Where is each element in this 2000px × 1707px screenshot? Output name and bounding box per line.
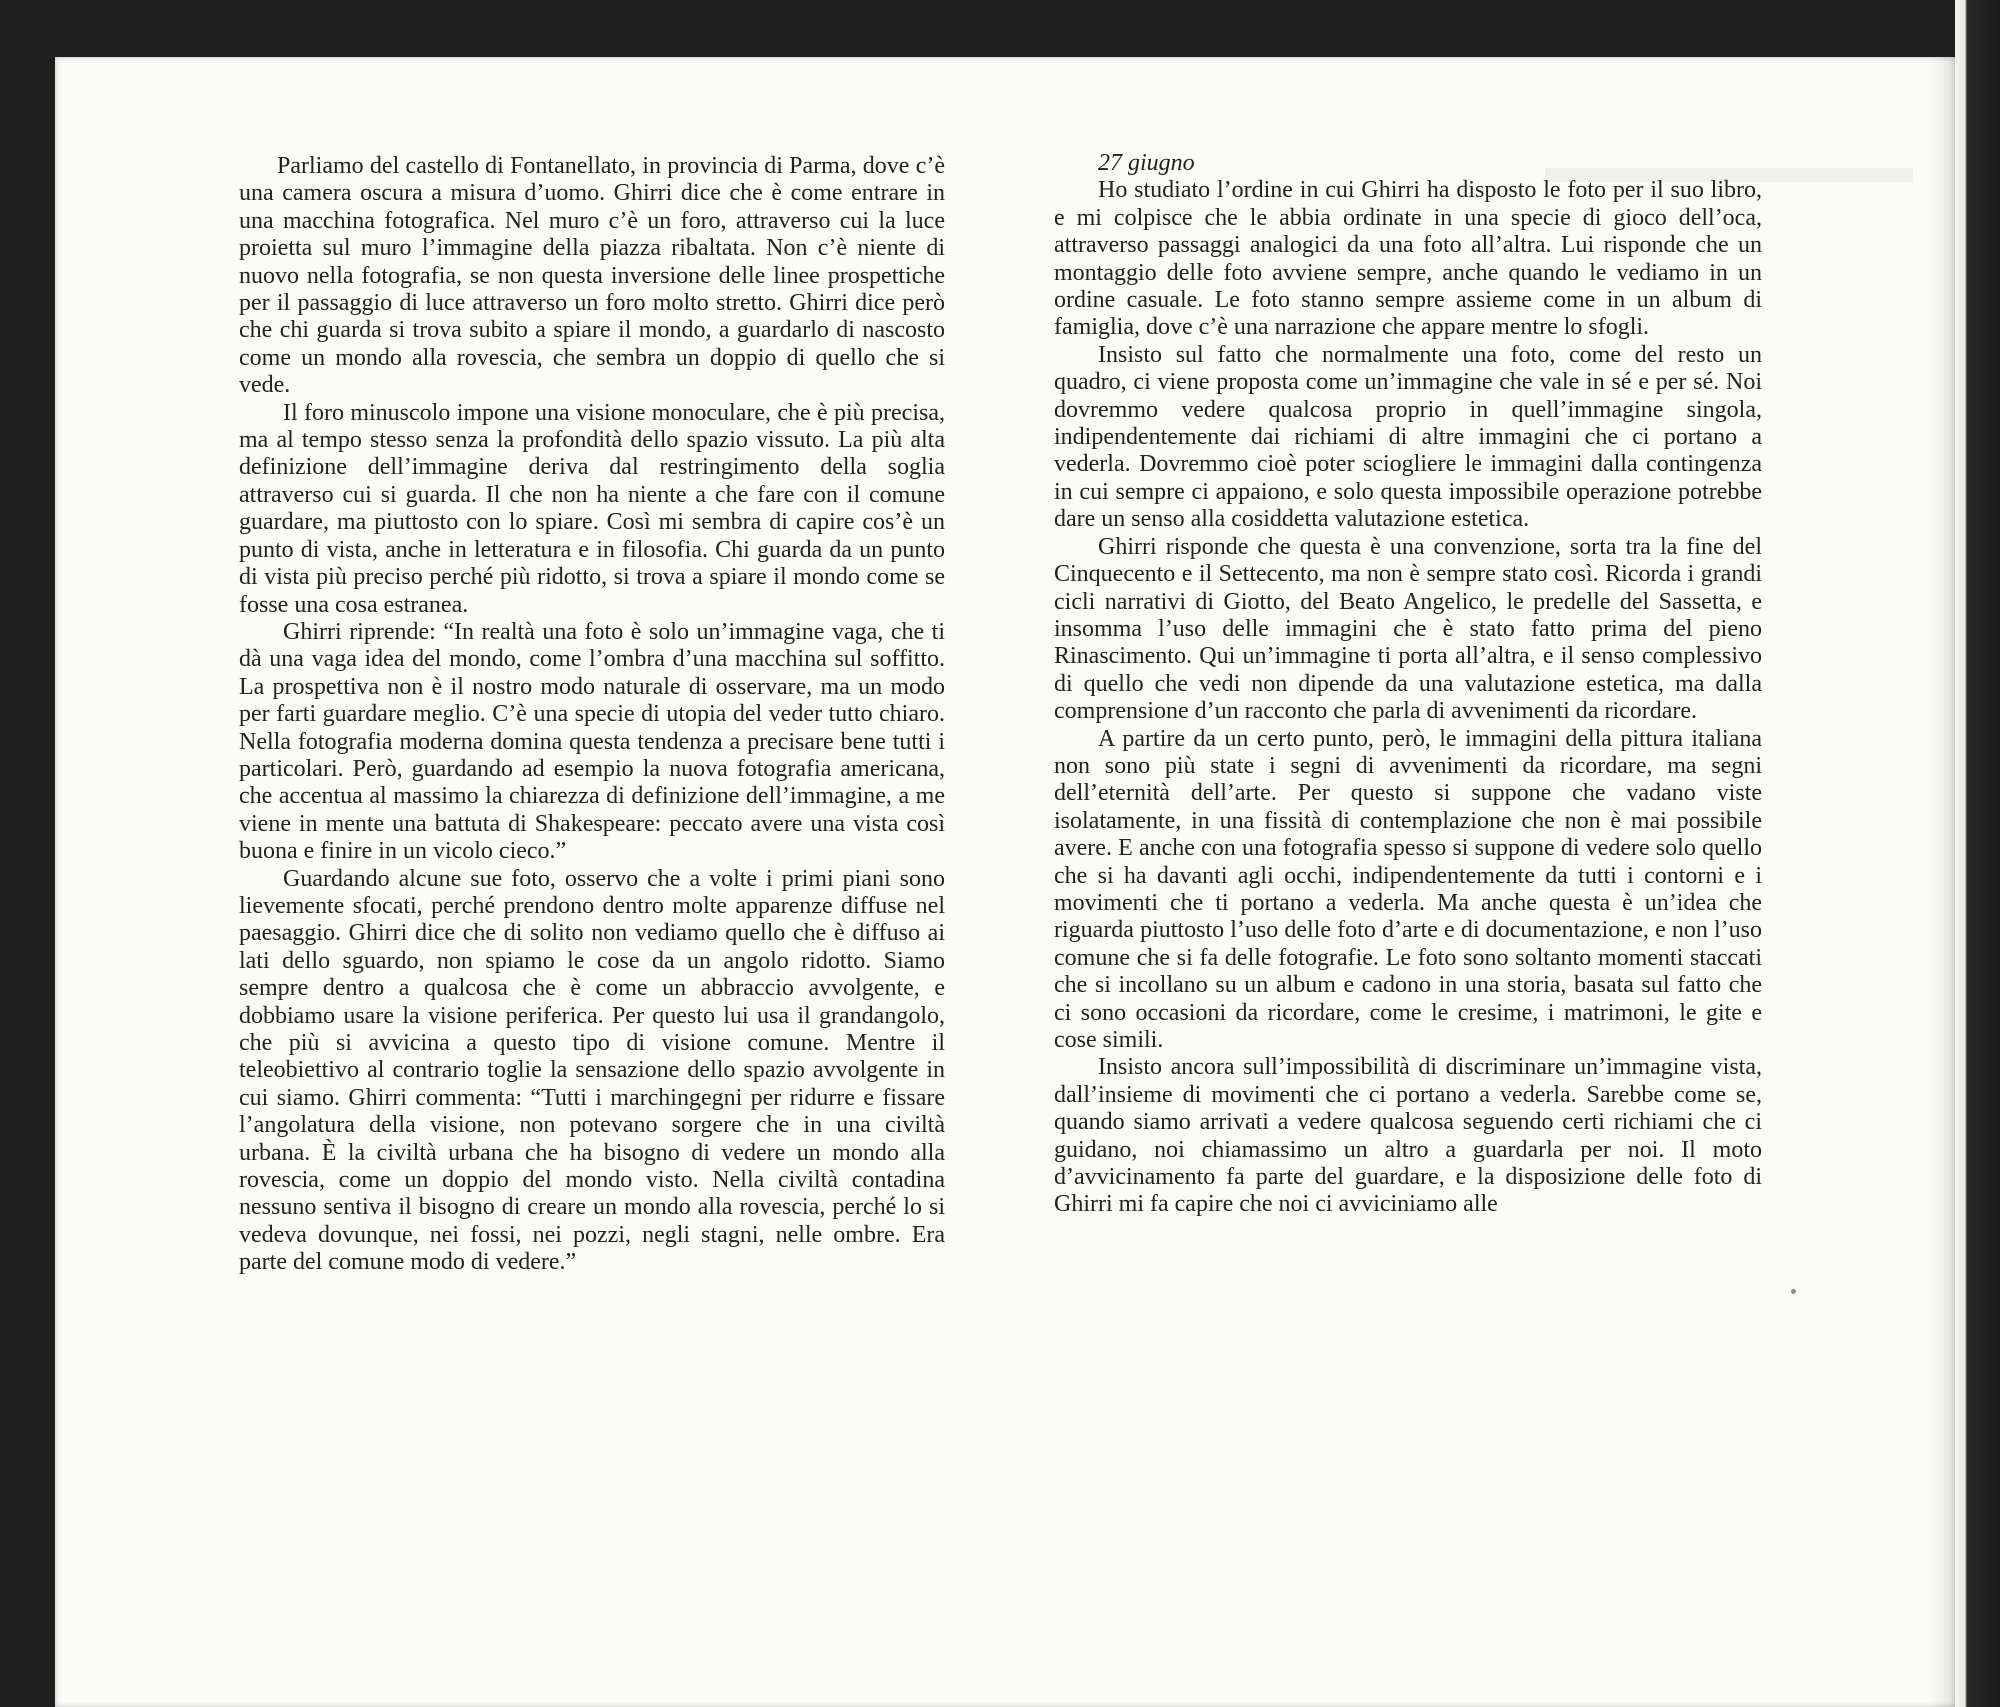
paragraph: Ho studiato l’ordine in cui Ghirri ha disposto le foto per il suo libro, e mi colpisce che le abbia ordinate in una specie di gioco dell’oca, attraverso passaggi analogici da una foto all’altra. Lui risponde che un montaggio delle foto avviene sempre, anche quando le vediamo in un ordine casuale. Le foto stanno sempre assieme come in un album di famiglia, dove c’è una narrazione che appare mentre lo sfogli. [1054,177,1762,341]
page-edge [1955,0,2000,1707]
paragraph: Ghirri riprende: “In realtà una foto è solo un’immagine vaga, che ti dà una vaga idea del mondo, come l’ombra d’una macchina sul soffitto. La prospettiva non è il nostro modo naturale di osservare, ma un modo per farti guardare meglio. C’è una specie di utopia del veder tutto chiaro. Nella fotografia moderna domina questa tendenza a precisare bene tutti i particolari. Però, guardando ad esempio la nuova fotografia americana, che accentua al massimo la chiarezza di definizione dell’immagine, a me viene in mente una battuta di Shakespeare: peccato avere una vista così buona e finire in un vicolo cieco.” [239,618,945,865]
paragraph: Ghirri risponde che questa è una convenzione, sorta tra la fine del Cinquecento e il Settecento, ma non è sempre stato così. Ricorda i grandi cicli narrativi di Giotto, del Beato Angelico, le predelle del Sassetta, e insomma l’uso delle immagini che è stato fatto prima del pieno Rinascimento. Qui un’immagine ti porta all’altra, e il senso complessivo di quello che vedi non dipende da una valutazione estetica, ma dalla comprensione d’un racconto che parla di avvenimenti da ricordare. [1054,533,1762,725]
paragraph: Insisto ancora sull’impossibilità di discriminare un’immagine vista, dall’insieme di movimenti che ci portano a vederla. Sarebbe come se, quando siamo arrivati a vedere qualcosa seguendo certi richiami che ci guidano, noi chiamassimo un altro a guardarla per noi. Il moto d’avvicinamento fa parte del guardare, e la disposizione delle foto di Ghirri mi fa capire che noi ci avviciniamo alle [1054,1054,1762,1218]
paragraph: Parliamo del castello di Fontanellato, in provincia di Parma, dove c’è una camera oscura a misura d’uomo. Ghirri dice che è come entrare in una macchina fotografica. Nel muro c’è un foro, attraverso cui la luce proietta sul muro l’immagine della piazza ribaltata. Non c’è niente di nuovo nella fotografia, se non questa inversione delle linee prospettiche per il passaggio di luce attraverso un foro molto stretto. Ghirri dice però che chi guarda si trova subito a spiare il mondo, a guardarlo di nascosto come un mondo alla rovescia, che sembra un doppio di quello che si vede. [239,153,945,399]
paragraph: Il foro minuscolo impone una visione monoculare, che è più precisa, ma al tempo stesso senza la profondità dello spazio vissuto. La più alta definizione dell’immagine deriva dal restringimento della soglia attraverso cui si guarda. Il che non ha niente a che fare con il comune guardare, ma piuttosto con lo spiare. Così mi sembra di capire cos’è un punto di vista, anche in letteratura e in filosofia. Chi guarda da un punto di vista più preciso perché più ridotto, si trova a spiare il mondo come se fosse una cosa estranea. [239,399,945,618]
gutter-shadow [1930,57,1955,1707]
date-heading: 27 giugno [1098,150,1195,176]
paper-speck [1791,1289,1796,1294]
right-text-column [1054,150,1762,1219]
paragraph: Guardando alcune sue foto, osservo che a volte i primi piani sono lievemente sfocati, perché prendono dentro molte apparenze diffuse nel paesaggio. Ghirri dice che di solito non vediamo quello che è diffuso ai lati dello sguardo, non spiamo le cose da un angolo ridotto. Siamo sempre dentro a qualcosa che è come un abbraccio avvolgente, e dobbiamo usare la visione periferica. Per questo lui usa il grandangolo, che più si avvicina a questo tipo di visione comune. Mentre il teleobiettivo al contrario toglie la sensazione dello spazio avvolgente in cui siamo. Ghirri commenta: “Tutti i marchingegni per ridurre e fissare l’angolatura della visione, non potevano sorgere che in una civiltà urbana. È la civiltà urbana che ha bisogno di vedere un mondo alla rovescia, come un doppio del mondo visto. Nella civiltà contadina nessuno sentiva il bisogno di creare un mondo alla rovescia, perché lo si vedeva dovunque, nei fossi, nei pozzi, negli stagni, nelle ombre. Era parte del comune modo di vedere.” [239,865,945,1276]
paragraph: Insisto sul fatto che normalmente una foto, come del resto un quadro, ci viene proposta come un’immagine che vale in sé e per sé. Noi dovremmo vedere qualcosa proprio in quell’immagine singola, indipendentemente dai richiami di altre immagini che ci portano a vederla. Dovremmo cioè poter sciogliere le immagini dalla contingenza in cui sempre ci appaiono, e solo questa impossibile operazione potrebbe dare un senso alla cosiddetta valutazione estetica. [1054,341,1762,533]
paragraph: A partire da un certo punto, però, le immagini della pittura italiana non sono più state i segni di avvenimenti da ricordare, ma segni dell’eternità dell’arte. Per questo si suppone che vadano viste isolatamente, in una fissità di contemplazione che non è mai possibile avere. E anche con una fotografia spesso si suppone di vedere solo quello che si ha davanti agli occhi, indipendentemente da tutti i contorni e i movimenti che ti portano a vederla. Ma anche questa è un’idea che riguarda piuttosto l’uso delle foto d’arte e di documentazione, e non l’uso comune che si fa delle fotografie. Le foto sono soltanto momenti staccati che si incollano su un album e cadono in una storia, basata sul fatto che ci sono occasioni da ricordare, come le cresime, i matrimoni, le gite e cose simili. [1054,725,1762,1053]
left-text-column [239,153,945,1277]
